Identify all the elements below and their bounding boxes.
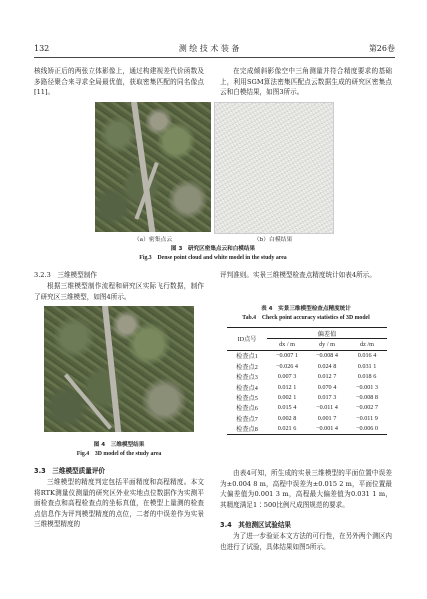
dense-point-cloud-image (95, 102, 211, 232)
section-323-heading: 3.2.3 三维模型制作 (34, 271, 97, 279)
cell-id: 检查点4 (236, 384, 258, 392)
section-33-heading: 3.3 三维模型质量评价 (34, 467, 106, 475)
cell-dx: −0.007 1 (275, 352, 299, 360)
header-rule (34, 57, 395, 58)
section-33-paragraph: 三维模型的精度判定包括平面精度和高程精度。本文将RTK测量仪测量的研究区外业实地点位数据作为实测平面检查点和高程检查点的坐标真值，在模型上量测的检查点信息作为评判模型精度的点位，二者的中误差作为实景三维模型精度的 (34, 478, 204, 528)
table4-title-cn: 表 4 实景三维模型检查点精度统计 (261, 306, 351, 312)
cell-dx: −0.026 4 (275, 362, 299, 370)
cell-dy: 0.001 7 (317, 414, 337, 422)
table-row (227, 424, 387, 435)
cell-id: 检查点2 (236, 363, 258, 371)
table-header-row-1 (227, 328, 387, 339)
cell-id: 检查点3 (236, 374, 258, 382)
cell-dz: −0.006 0 (347, 424, 387, 435)
cell-id: 检查点7 (236, 415, 258, 423)
cell-dz: −0.002 7 (355, 404, 379, 412)
page-number: 132 (34, 44, 50, 53)
col-group-header: 偏差值 (267, 328, 387, 339)
cell-dx: 0.007 3 (277, 373, 297, 381)
table-row (227, 413, 387, 423)
cell-dx: 0.002 8 (277, 414, 297, 422)
col-id-header: ID点号 (227, 328, 267, 351)
cell-dy: 0.017 3 (317, 394, 337, 402)
cell-dz: 0.018 6 (357, 373, 377, 381)
cell-dy: −0.001 4 (307, 424, 347, 435)
cell-dy: 0.012 7 (317, 373, 337, 381)
cell-dy: 0.070 4 (317, 383, 337, 391)
section-34-paragraph: 为了进一步验证本文方法的可行性，在另外两个测区内也进行了试验，具体结果如图5所示。 (220, 532, 392, 551)
section-323-paragraph: 根据三维模型制作流程和研究区实际飞行数据，制作了研究区三维模型，如图4所示。 (34, 282, 204, 301)
cell-dz: 0.031 1 (357, 362, 377, 370)
cell-dx: 0.012 1 (277, 383, 297, 391)
accuracy-table (227, 327, 387, 435)
volume-label: 第26卷 (368, 44, 395, 53)
running-header (34, 42, 395, 56)
fig3-sub-b: （b）白模结果 (253, 237, 293, 243)
cell-dx: 0.021 6 (267, 424, 307, 435)
section-34-heading: 3.4 其他测区试验结果 (220, 521, 292, 529)
table-row (227, 392, 387, 402)
cell-id: 检查点5 (236, 395, 258, 403)
table-row (227, 372, 387, 382)
cell-dz: 0.016 4 (357, 352, 377, 360)
fig3-caption-cn: 图 3 研究区密集点云和白模结果 (170, 246, 256, 252)
table-row (227, 403, 387, 413)
right-top-paragraph: 在完成倾斜影像空中三角测量并符合精度要求的基础上，利用SGM算法密集匹配点云数据生成的研究区密集点云和白模结果，如图3所示。 (220, 67, 392, 96)
fig3-sub-a: （a）密集点云 (133, 237, 173, 243)
journal-name: 测 绘 技 术 装 备 (178, 44, 240, 53)
table-row (227, 361, 387, 371)
table-row (227, 350, 387, 361)
cell-id: 检查点8 (227, 424, 267, 435)
right-mid-paragraph: 评判准则。实景三维模型检查点精度统计如表4所示。 (220, 271, 376, 279)
fig4-caption-en: Fig.4 3D model of the study area (76, 451, 162, 457)
left-top-paragraph: 核线矫正后的两张立体影像上，通过构建视差代价函数及多路径聚合来寻求全局最优值，获取密集匹配的同名像点[11]。 (34, 67, 204, 96)
cell-dx: 0.002 1 (277, 394, 297, 402)
cell-id: 检查点1 (236, 353, 258, 361)
cell-dy: −0.008 4 (315, 352, 339, 360)
col-dx-header: dx / m (267, 339, 307, 350)
3d-model-image (44, 306, 194, 432)
cell-dx: 0.015 4 (277, 404, 297, 412)
cell-dy: 0.024 8 (317, 362, 337, 370)
cell-dz: −0.008 8 (355, 394, 379, 402)
cell-dz: −0.001 3 (355, 383, 379, 391)
fig4-caption-cn: 图 4 三维模型结果 (93, 442, 145, 448)
table4-title-en: Tab.4 Check point accuracy statistics of 3D model (242, 315, 370, 321)
white-model-image (214, 102, 334, 234)
cell-id: 检查点6 (236, 405, 258, 413)
col-dz-header: dz /m (347, 339, 387, 350)
col-dy-header: dy / m (307, 339, 347, 350)
fig3-caption-en: Fig.3 Dense point cloud and white model in the study area (139, 255, 287, 261)
cell-dy: −0.011 4 (316, 404, 338, 412)
cell-dz: −0.011 9 (356, 414, 378, 422)
table-row (227, 382, 387, 392)
right-result-paragraph: 由表4可知，所生成的实景三维模型的平面位置中误差为±0.004 8 m，高程中误差为±0.015 2 m，平面位置最大偏差值为0.001 3 m，高程最大偏差值为0.031 1 m，其精度满足1∶500比例尺成图规范的要求。 (220, 469, 392, 509)
